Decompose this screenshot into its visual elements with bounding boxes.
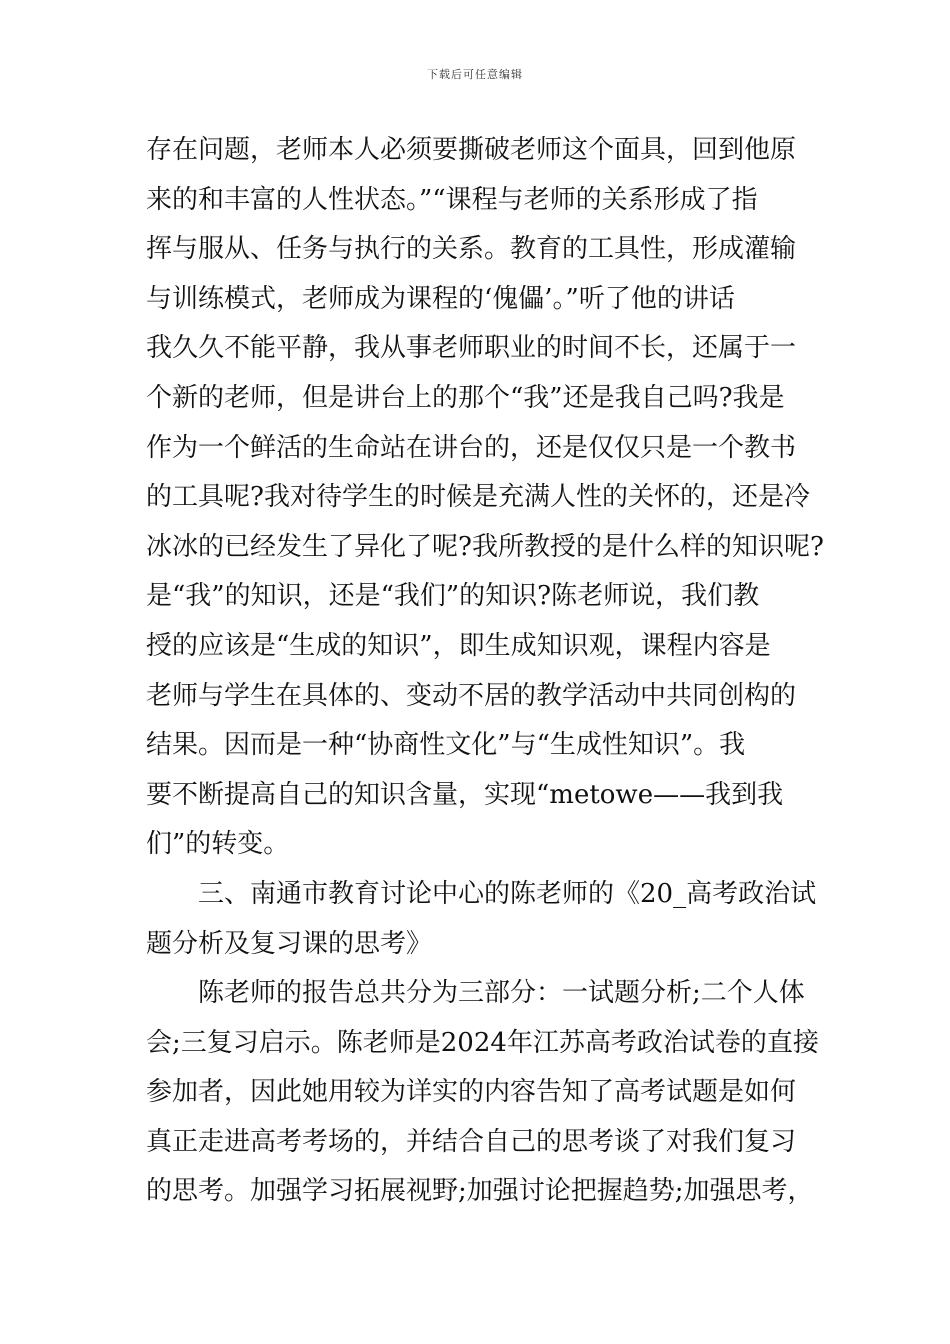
text-line: 要不断提高自己的知识含量，实现“metowe——我到我	[146, 779, 784, 810]
text-line: 结果。因而是一种“协商性文化”与“生成性知识”。我	[146, 730, 746, 761]
text-line: 的思考。加强学习拓展视野;加强讨论把握趋势;加强思考，	[146, 1176, 814, 1207]
text-line: 个新的老师，但是讲台上的那个“我”还是我自己吗?我是	[146, 382, 785, 413]
page-header: 下载后可任意编辑	[427, 68, 523, 81]
paragraph-3	[146, 969, 819, 1217]
text-line: 存在问题，老师本人必须要撕破老师这个面具，回到他原	[146, 135, 797, 165]
text-line: 作为一个鲜活的生命站在讲台的，还是仅仅只是一个教书	[146, 432, 797, 463]
paragraph-1	[146, 126, 824, 870]
text-line: 题分析及复习课的思考》	[146, 928, 433, 959]
text-line: 授的应该是“生成的知识”，即生成知识观，课程内容是	[146, 630, 771, 661]
text-line: 我久久不能平静，我从事老师职业的时间不长，还属于一	[146, 333, 797, 364]
text-line: 会;三复习启示。陈老师是2024年江苏高考政治试卷的直接	[146, 1027, 819, 1058]
text-line: 们”的转变。	[146, 829, 290, 860]
text-line: 三、南通市教育讨论中心的陈老师的《20_高考政治试	[198, 878, 817, 909]
text-line: 的工具呢?我对待学生的时候是充满人性的关怀的，还是冷	[146, 482, 810, 513]
text-line: 真正走进高考考场的，并结合自己的思考谈了对我们复习	[146, 1126, 797, 1157]
text-line: 挥与服从、任务与执行的关系。教育的工具性，形成灌输	[146, 234, 797, 265]
text-line: 老师与学生在具体的、变动不居的教学活动中共同创构的	[146, 680, 797, 711]
text-line: 是“我”的知识，还是“我们”的知识?陈老师说，我们教	[146, 581, 760, 612]
text-line: 参加者，因此她用较为详实的内容告知了高考试题是如何	[146, 1077, 797, 1108]
section-heading-paragraph	[146, 870, 817, 969]
text-line: 陈老师的报告总共分为三部分：一试题分析;二个人体	[198, 978, 805, 1009]
text-line: 与训练模式，老师成为课程的‘傀儡’。”听了他的讲话	[146, 283, 735, 314]
text-line: 来的和丰富的人性状态。”“课程与老师的关系形成了指	[146, 184, 758, 215]
document-body	[146, 126, 824, 1217]
text-line: 冰冰的已经发生了异化了呢?我所教授的是什么样的知识呢?	[146, 531, 824, 562]
